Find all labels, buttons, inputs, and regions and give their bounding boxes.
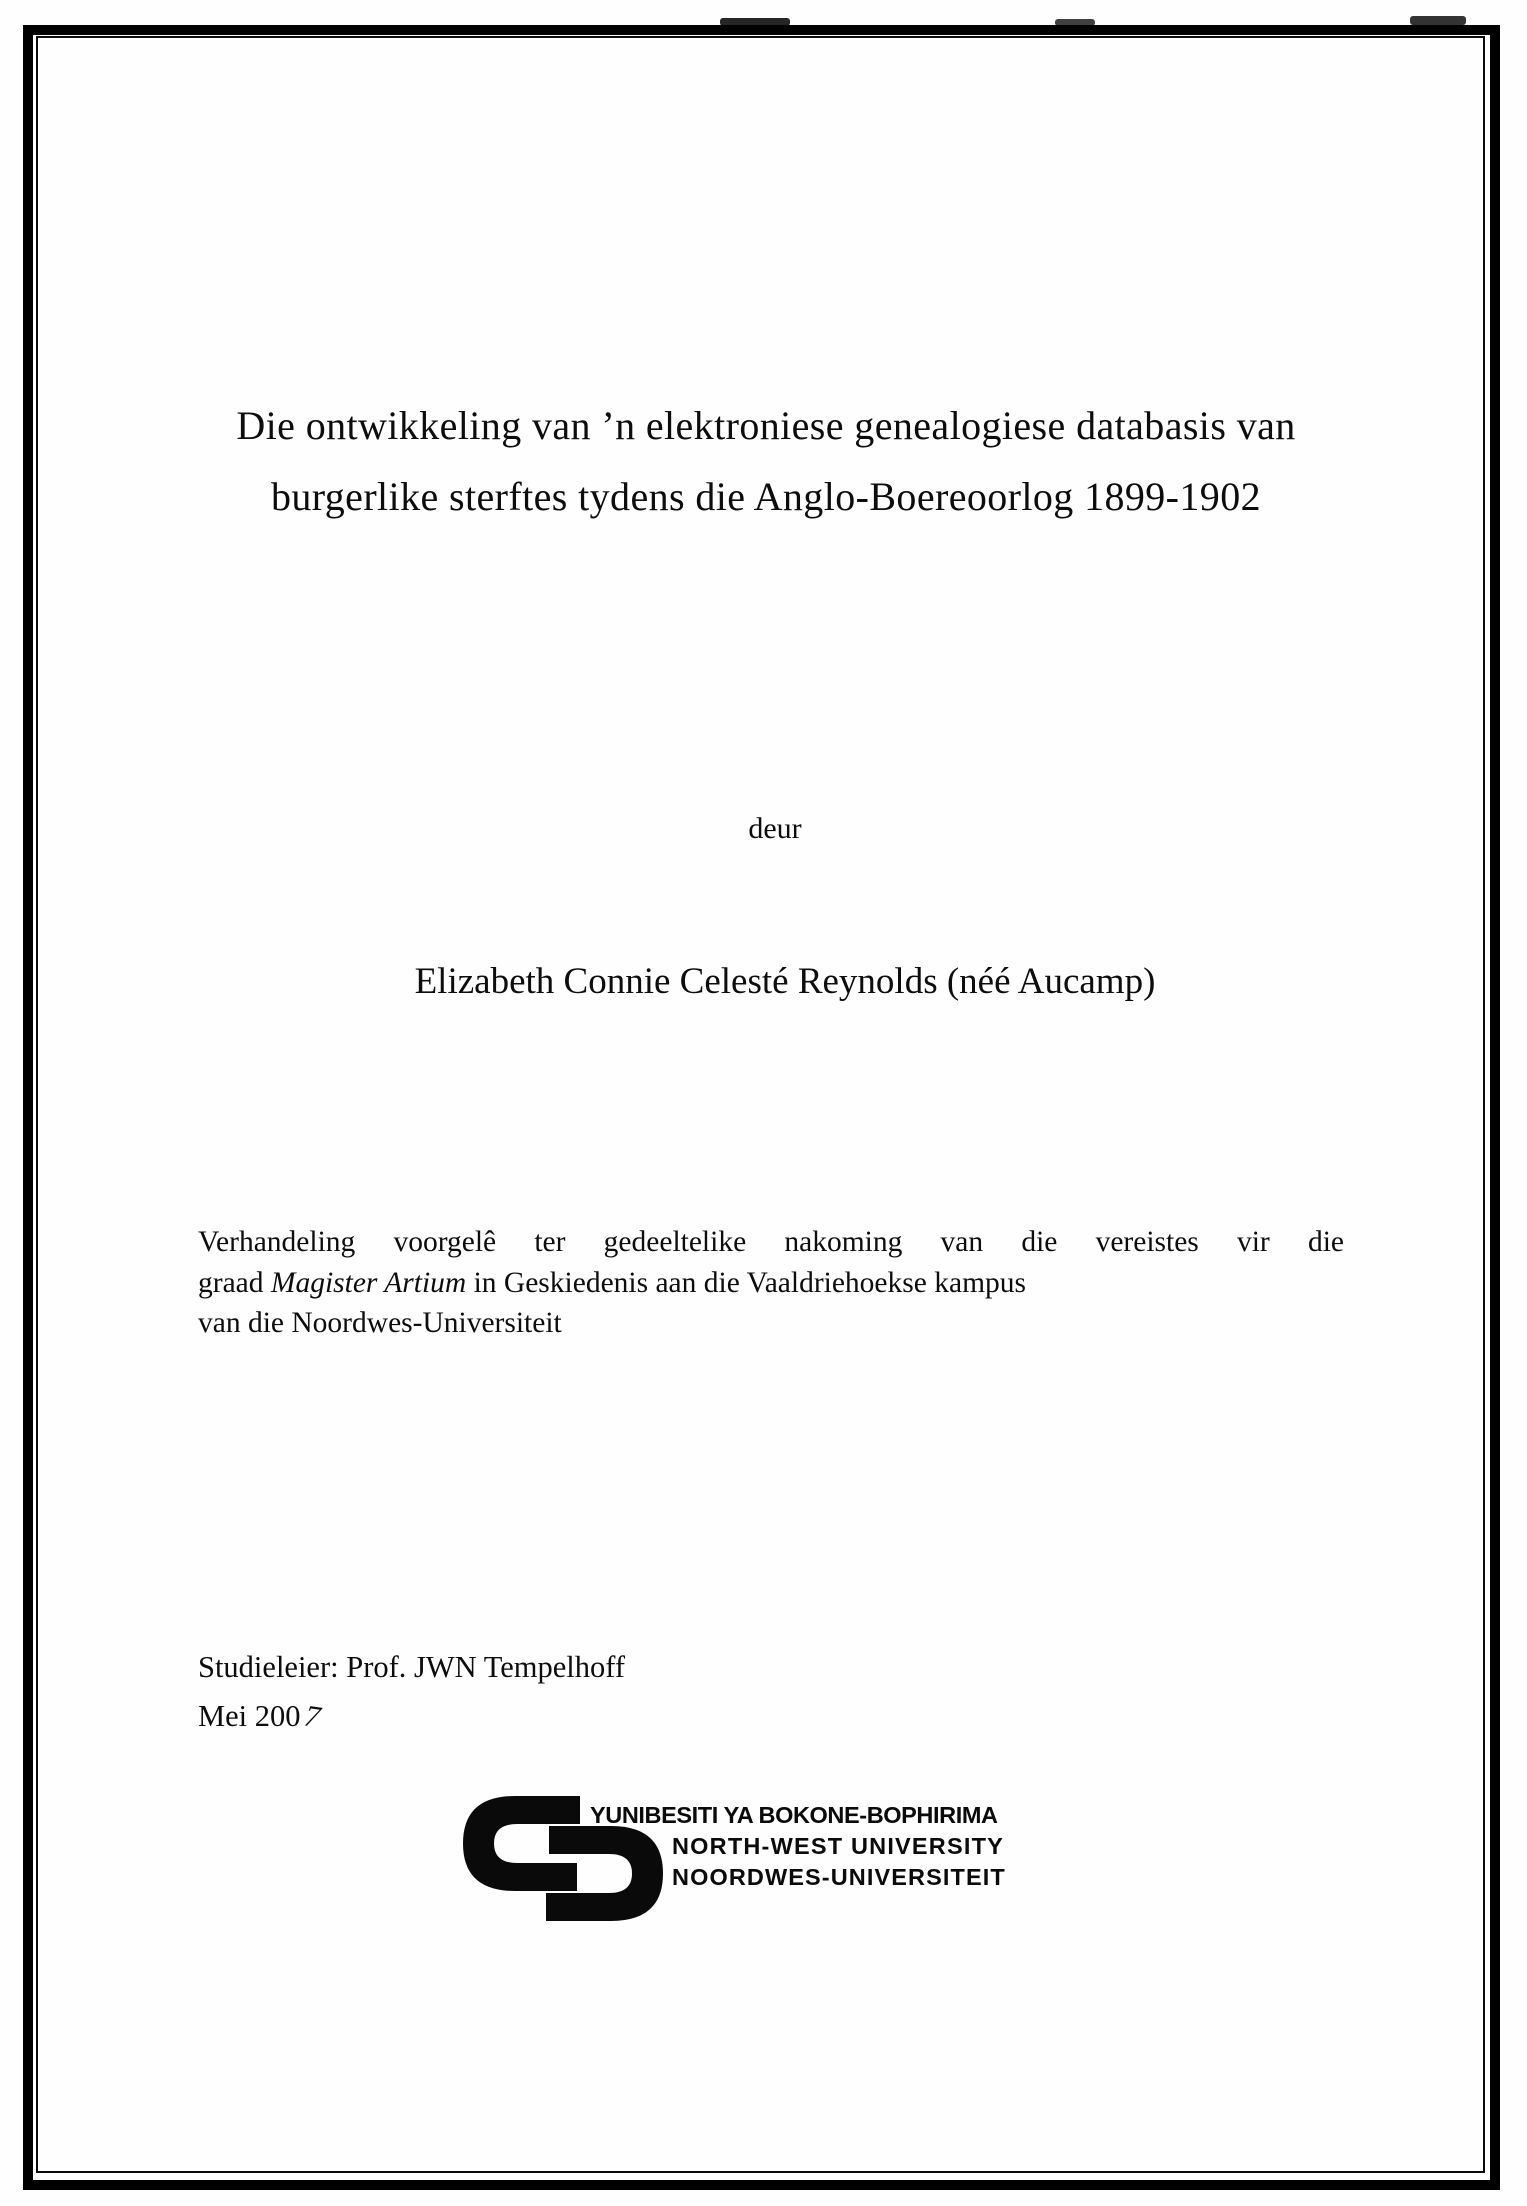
university-logo [463, 1796, 1063, 1931]
byline-deur: deur [748, 812, 802, 845]
date-final-digit: 7 [298, 1699, 326, 1734]
date-prefix: Mei 200 [198, 1699, 301, 1733]
author-name: Elizabeth Connie Celesté Reynolds (néé Aucamp) [414, 961, 1156, 1002]
degree-statement [198, 1222, 1344, 1344]
degree-statement-line-3: van die Noordwes-Universiteit [198, 1307, 562, 1339]
supervisor-line: Studieleier: Prof. JWN Tempelhoff [198, 1650, 626, 1684]
degree-statement-line-2-suffix: in Geskiedenis aan die Vaaldriehoekse kampus [466, 1266, 1026, 1299]
degree-statement-line-2 [198, 1263, 1344, 1304]
scan-artifact [1055, 19, 1095, 26]
thesis-title-line-1: Die ontwikkeling van ’n elektroniese genealogiese databasis van [236, 403, 1296, 448]
logo-text-setswana: YUNIBESITI YA BOKONE-BOPHIRIMA [590, 1802, 998, 1828]
degree-statement-line-1: Verhandeling voorgelê ter gedeeltelike nakoming van die vereistes vir die [198, 1226, 1344, 1258]
thesis-title-line-2: burgerlike sterftes tydens die Anglo-Boereoorlog 1899-1902 [270, 474, 1262, 519]
logo-text-english: NORTH-WEST UNIVERSITY [672, 1833, 1005, 1859]
degree-name-italic: Magister Artium [270, 1266, 467, 1299]
degree-statement-line-2-prefix: graad [198, 1266, 271, 1299]
scan-artifact [1410, 16, 1466, 25]
scan-artifact [720, 18, 790, 26]
date-line [198, 1699, 326, 1734]
logo-text-afrikaans: NOORDWES-UNIVERSITEIT [672, 1864, 1006, 1890]
